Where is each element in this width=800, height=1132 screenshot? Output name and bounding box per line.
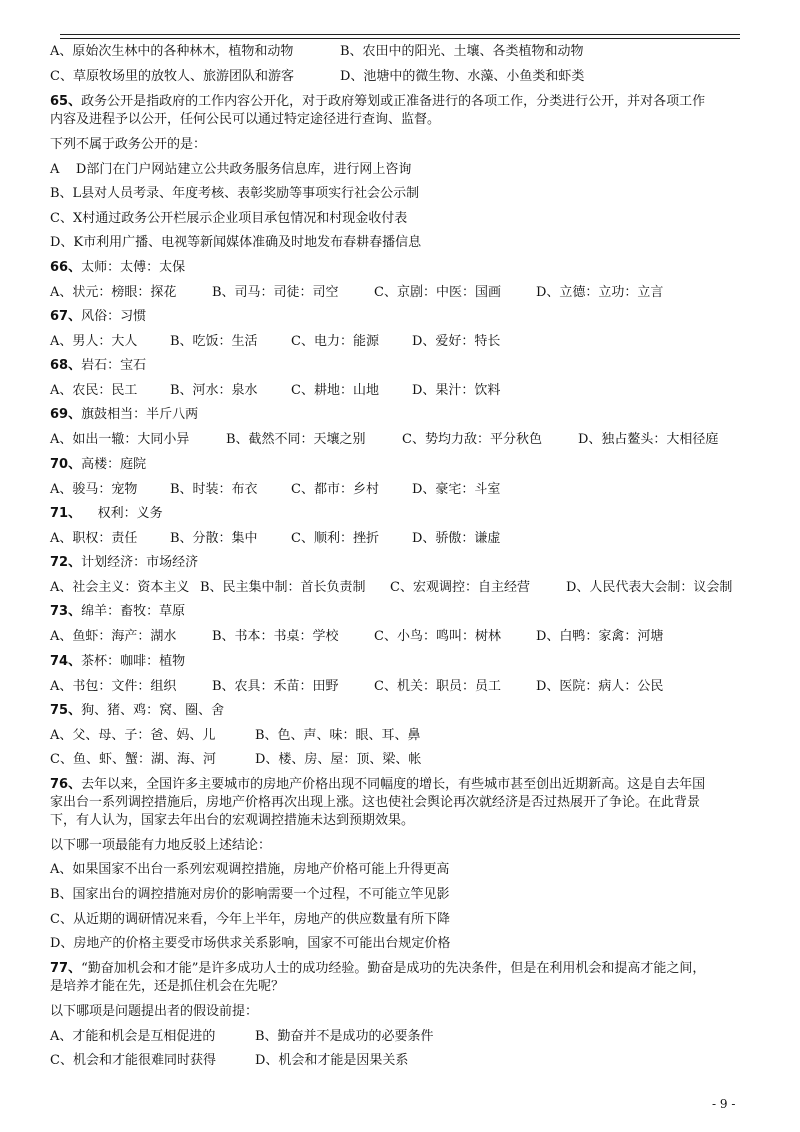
q74-options <box>50 679 663 695</box>
q66-stem-text: 太师：太傅：太保 <box>81 260 186 275</box>
q74-option-d: D、医院：病人：公民 <box>536 679 664 694</box>
q66-option-a: A、状元：榜眼：探花 <box>50 285 177 300</box>
q70-number: 70、 <box>50 457 82 472</box>
q73-option-a: A、鱼虾：海产：湖水 <box>50 629 177 644</box>
q70-option-d: D、豪宅：斗室 <box>412 482 501 497</box>
q71-option-c: C、顺利：挫折 <box>291 531 379 546</box>
q74-option-b: B、农具：禾苗：田野 <box>212 679 339 694</box>
q64-option-a: A、原始次生林中的各种林木，植物和动物 <box>50 44 294 59</box>
q71-number: 71、 <box>50 506 82 521</box>
q71-stem-text: 权利：义务 <box>97 506 163 521</box>
q64-option-c: C、草原牧场里的放牧人、旅游团队和游客 <box>50 69 294 84</box>
q72-option-a: A、社会主义：资本主义 <box>50 580 190 595</box>
q77-options-row-2 <box>50 1053 408 1069</box>
q75-number: 75、 <box>50 703 82 718</box>
q69-option-b: B、截然不同：天壤之别 <box>226 432 366 447</box>
q66-option-d: D、立德：立功：立言 <box>536 285 664 300</box>
q69-option-a: A、如出一辙：大同小异 <box>50 432 190 447</box>
q76-option-c: C、从近期的调研情况来看，今年上半年，房地产的供应数量有所下降 <box>50 912 450 927</box>
q68-number: 68、 <box>50 358 82 373</box>
q67-stem-text: 风俗：习惯 <box>81 309 147 324</box>
q74-option-a: A、书包：文件：组织 <box>50 679 177 694</box>
q65-option-c: C、X村通过政务公开栏展示企业项目承包情况和村现金收付表 <box>50 211 408 226</box>
q76-stem-line-3: 下，有人认为，国家去年出台的宏观调控措施未达到预期效果。 <box>50 813 415 828</box>
q69-option-c: C、势均力敌：平分秋色 <box>402 432 542 447</box>
q67-option-b: B、吃饭：生活 <box>170 334 258 349</box>
q77-stem-line-1 <box>50 961 705 977</box>
q70-option-c: C、都市：乡村 <box>291 482 379 497</box>
q72-options <box>50 580 732 596</box>
q69-stem-text: 旗鼓相当：半斤八两 <box>81 407 199 422</box>
q74-stem-text: 茶杯：咖啡：植物 <box>81 654 186 669</box>
q70-option-b: B、时装：布衣 <box>170 482 258 497</box>
q77-stem-line-2: 是培养才能在先，还是抓住机会在先呢？ <box>50 979 285 994</box>
q72-number: 72、 <box>50 555 82 570</box>
q69-options <box>50 432 718 448</box>
q76-option-d: D、房地产的价格主要受市场供求关系影响，国家不可能出台规定价格 <box>50 936 451 951</box>
q73-number: 73、 <box>50 604 82 619</box>
q65-option-b: B、L县对人员考录、年度考核、表彰奖励等事项实行社会公示制 <box>50 186 420 201</box>
q71-option-d: D、骄傲：谦虚 <box>412 531 501 546</box>
q65-stem-line-1 <box>50 94 705 110</box>
q67-option-a: A、男人：大人 <box>50 334 138 349</box>
q68-option-d: D、果汁：饮料 <box>412 383 501 398</box>
q77-option-d: D、机会和才能是因果关系 <box>255 1053 409 1068</box>
q71-options <box>50 531 500 547</box>
q65-number: 65、 <box>50 94 82 109</box>
q67-number: 67、 <box>50 309 82 324</box>
q73-option-c: C、小鸟：鸣叫：树林 <box>374 629 501 644</box>
q71-stem <box>50 506 163 522</box>
q69-stem <box>50 407 198 423</box>
q66-number: 66、 <box>50 260 82 275</box>
q76-option-b: B、国家出台的调控措施对房价的影响需要一个过程，不可能立竿见影 <box>50 887 450 902</box>
q66-option-b: B、司马：司徒：司空 <box>212 285 339 300</box>
q73-stem-text: 绵羊：畜牧：草原 <box>81 604 186 619</box>
q75-option-a: A、父、母、子：爸、妈、儿 <box>50 728 216 743</box>
q66-options <box>50 285 663 301</box>
q72-stem-text: 计划经济：市场经济 <box>81 555 199 570</box>
q77-options-row-1 <box>50 1029 434 1045</box>
q70-stem <box>50 457 146 473</box>
q66-stem <box>50 260 185 276</box>
q76-stem-line-1 <box>50 777 705 793</box>
q75-stem <box>50 703 224 719</box>
q74-stem <box>50 654 185 670</box>
q76-stem-line-2: 家出台一系列调控措施后，房地产价格再次出现上涨。这也使社会舆论再次就经济是否过热展开了争论。在此背景 <box>50 795 701 810</box>
q70-option-a: A、骏马：宠物 <box>50 482 138 497</box>
q73-options <box>50 629 663 645</box>
q71-option-b: B、分散：集中 <box>170 531 258 546</box>
q65-option-a: A D部门在门户网站建立公共政务服务信息库，进行网上咨询 <box>50 162 412 177</box>
q77-option-c: C、机会和才能很难同时获得 <box>50 1053 216 1068</box>
q77-number: 77、 <box>50 961 82 976</box>
q67-stem <box>50 309 146 325</box>
q72-stem <box>50 555 198 571</box>
q74-number: 74、 <box>50 654 82 669</box>
q69-option-d: D、独占鳌头：大相径庭 <box>578 432 719 447</box>
q75-stem-text: 狗、猪、鸡：窝、圈、舍 <box>81 703 225 718</box>
q76-option-a: A、如果国家不出台一系列宏观调控措施，房地产价格可能上升得更高 <box>50 862 450 877</box>
q64-option-d: D、池塘中的微生物、水藻、小鱼类和虾类 <box>340 69 585 84</box>
q65-stem-1: 政务公开是指政府的工作内容公开化，对于政府筹划或正准备进行的各项工作，分类进行公开，并对各项工作 <box>81 94 706 109</box>
q68-option-a: A、农民：民工 <box>50 383 138 398</box>
q73-option-b: B、书本：书桌：学校 <box>212 629 339 644</box>
q68-option-b: B、河水：泉水 <box>170 383 258 398</box>
page-number: - 9 - <box>712 1097 736 1111</box>
q76-number: 76、 <box>50 777 82 792</box>
q65-option-d: D、K市利用广播、电视等新闻媒体准确及时地发布春耕春播信息 <box>50 235 422 250</box>
q74-option-c: C、机关：职员：员工 <box>374 679 501 694</box>
header-rule-thin <box>60 38 740 39</box>
q64-option-b: B、农田中的阳光、土壤、各类植物和动物 <box>340 44 584 59</box>
q75-options-row-1 <box>50 728 421 744</box>
q75-option-d: D、楼、房、屋：顶、梁、帐 <box>255 752 422 767</box>
q64-options-row-2 <box>50 69 584 85</box>
q70-options <box>50 482 500 498</box>
q64-options-row-1 <box>50 44 584 60</box>
q77-question: 以下哪项是问题提出者的假设前提： <box>50 1004 259 1019</box>
q71-option-a: A、职权：责任 <box>50 531 138 546</box>
q69-number: 69、 <box>50 407 82 422</box>
q76-stem-1: 去年以来，全国许多主要城市的房地产价格出现不同幅度的增长，有些城市甚至创出近期新高。这是自去年国 <box>81 777 706 792</box>
q68-options <box>50 383 500 399</box>
q70-stem-text: 高楼：庭院 <box>81 457 147 472</box>
q72-option-b: B、民主集中制：首长负责制 <box>200 580 366 595</box>
q67-option-c: C、电力：能源 <box>291 334 379 349</box>
header-rule-thick <box>60 34 740 35</box>
q75-options-row-2 <box>50 752 421 768</box>
q68-stem <box>50 358 146 374</box>
q68-stem-text: 岩石：宝石 <box>81 358 147 373</box>
q77-option-b: B、勤奋并不是成功的必要条件 <box>255 1029 434 1044</box>
q75-option-c: C、鱼、虾、蟹：湖、海、河 <box>50 752 216 767</box>
q72-option-c: C、宏观调控：自主经营 <box>390 580 530 595</box>
q72-option-d: D、人民代表大会制：议会制 <box>566 580 733 595</box>
q76-question: 以下哪一项最能有力地反驳上述结论： <box>50 838 272 853</box>
q73-stem <box>50 604 185 620</box>
q68-option-c: C、耕地：山地 <box>291 383 379 398</box>
q67-options <box>50 334 500 350</box>
q65-stem-line-2: 内容及进程予以公开，任何公民可以通过特定途径进行查询、监督。 <box>50 112 441 127</box>
q67-option-d: D、爱好：特长 <box>412 334 501 349</box>
q77-stem-1: “勤奋加机会和才能”是许多成功人士的成功经验。勤奋是成功的先决条件，但是在利用机会和提高才能之间， <box>81 961 706 976</box>
q66-option-c: C、京剧：中医：国画 <box>374 285 501 300</box>
q77-option-a: A、才能和机会是互相促进的 <box>50 1029 216 1044</box>
q73-option-d: D、白鸭：家禽：河塘 <box>536 629 664 644</box>
q65-question: 下列不属于政务公开的是： <box>50 137 207 152</box>
q75-option-b: B、色、声、味：眼、耳、鼻 <box>255 728 421 743</box>
